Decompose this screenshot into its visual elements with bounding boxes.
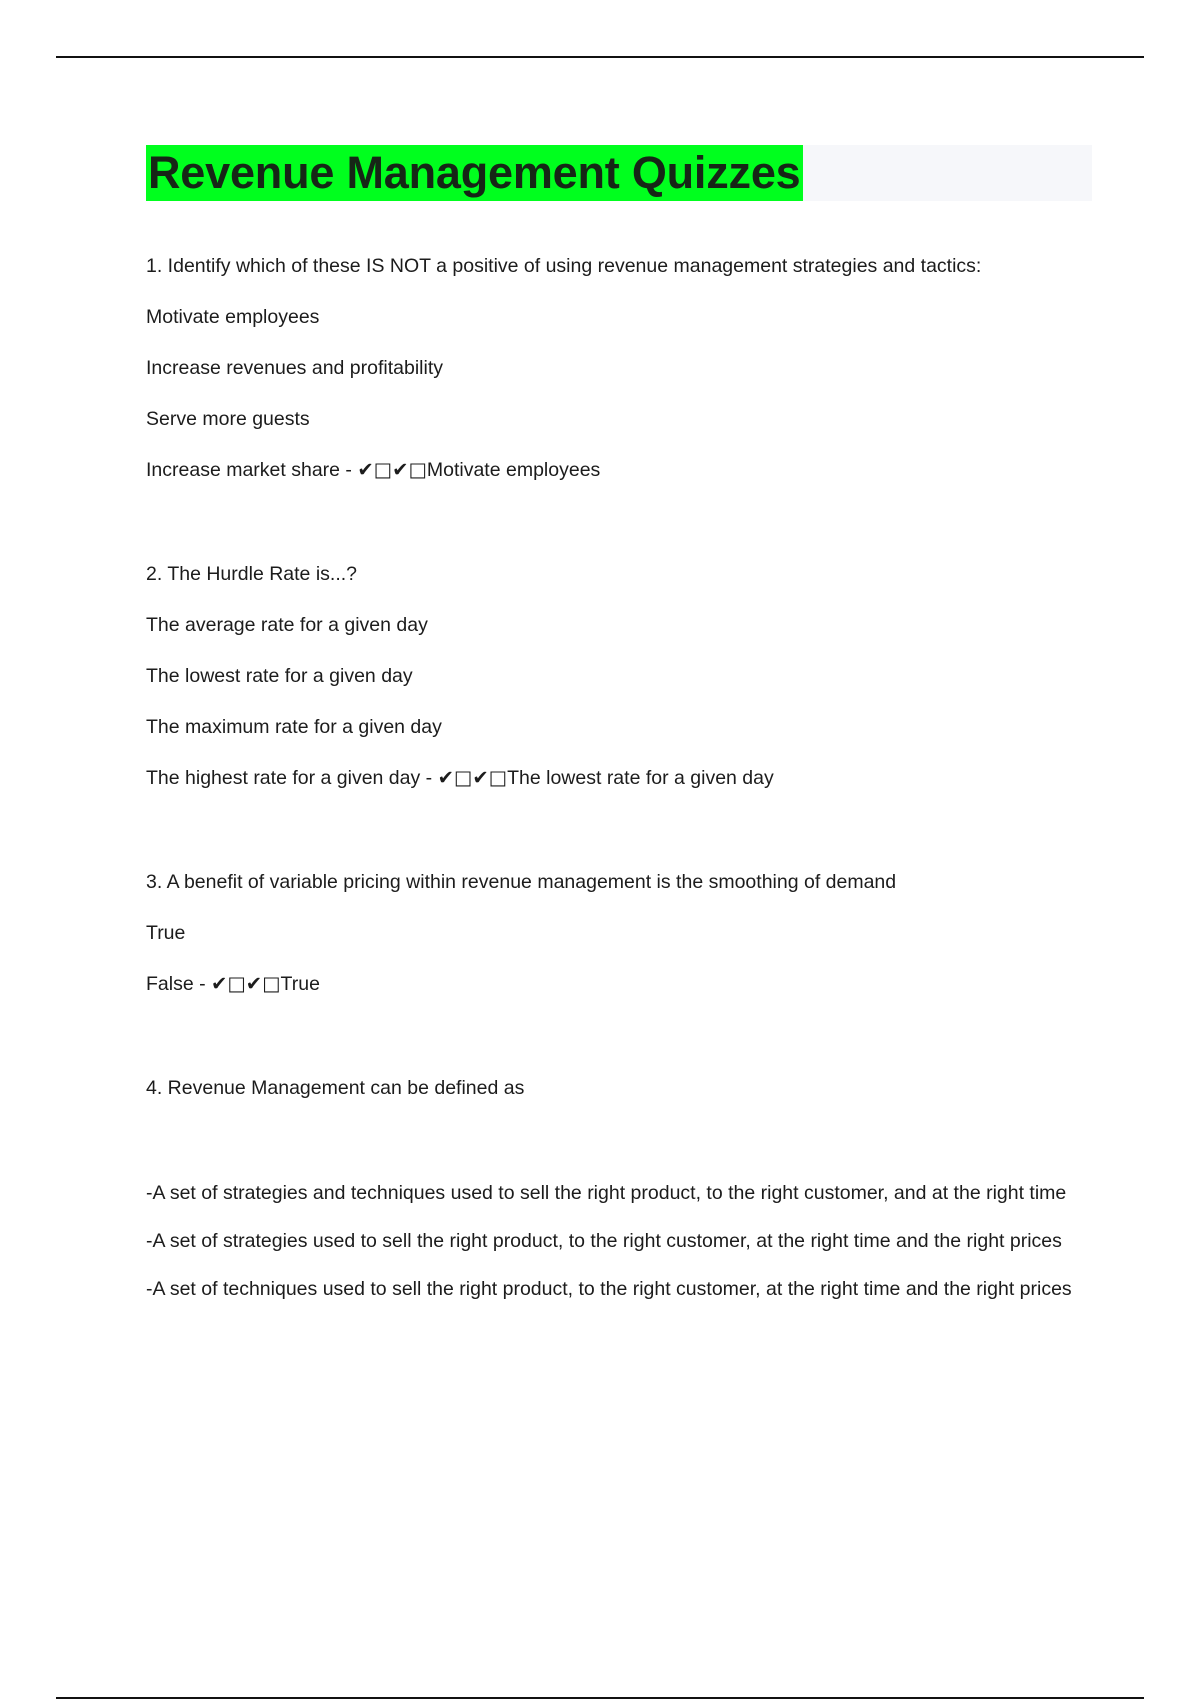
- last-option: False -: [146, 973, 212, 995]
- answer-text: The lowest rate for a given day: [507, 767, 774, 789]
- answer-line: [146, 764, 1092, 792]
- question-text: 4. Revenue Management can be defined as: [146, 1077, 525, 1099]
- answer-line: [146, 456, 1092, 484]
- document-title: Revenue Management Quizzes: [146, 145, 803, 201]
- question-1: [146, 252, 1092, 484]
- option: The lowest rate for a given day: [146, 665, 413, 687]
- answer-text: Motivate employees: [426, 459, 601, 481]
- check-marks: ✔□✔□: [437, 766, 508, 789]
- option: Serve more guests: [146, 408, 310, 430]
- last-option: The highest rate for a given day -: [146, 767, 438, 789]
- answer-line: [146, 970, 1092, 998]
- bottom-rule: [56, 1697, 1144, 1699]
- question-2: [146, 560, 1092, 792]
- check-marks: ✔□✔□: [211, 972, 281, 995]
- last-option: Increase market share -: [146, 459, 358, 481]
- option: The maximum rate for a given day: [146, 716, 442, 738]
- option: True: [146, 922, 186, 944]
- question-text: 2. The Hurdle Rate is...?: [146, 563, 357, 585]
- question-text: 3. A benefit of variable pricing within revenue management is the smoothing of demand: [146, 871, 897, 893]
- question-3: [146, 868, 1092, 998]
- question-4: [146, 1074, 1092, 1303]
- definition-option: -A set of strategies used to sell the right product, to the right customer, at the right time and the right prices: [146, 1230, 1062, 1252]
- option: Motivate employees: [146, 306, 320, 328]
- check-marks: ✔□✔□: [357, 458, 427, 481]
- answer-text: True: [280, 973, 320, 995]
- option: The average rate for a given day: [146, 614, 428, 636]
- definition-option: -A set of techniques used to sell the right product, to the right customer, at the right time and the right prices: [146, 1278, 1072, 1300]
- question-text: 1. Identify which of these IS NOT a positive of using revenue management strategies and tactics:: [146, 255, 982, 277]
- option: Increase revenues and profitability: [146, 357, 444, 379]
- top-rule: [56, 56, 1144, 58]
- definition-option: -A set of strategies and techniques used to sell the right product, to the right customer, and at the right time: [146, 1182, 1067, 1204]
- quiz-content: [146, 252, 1092, 1303]
